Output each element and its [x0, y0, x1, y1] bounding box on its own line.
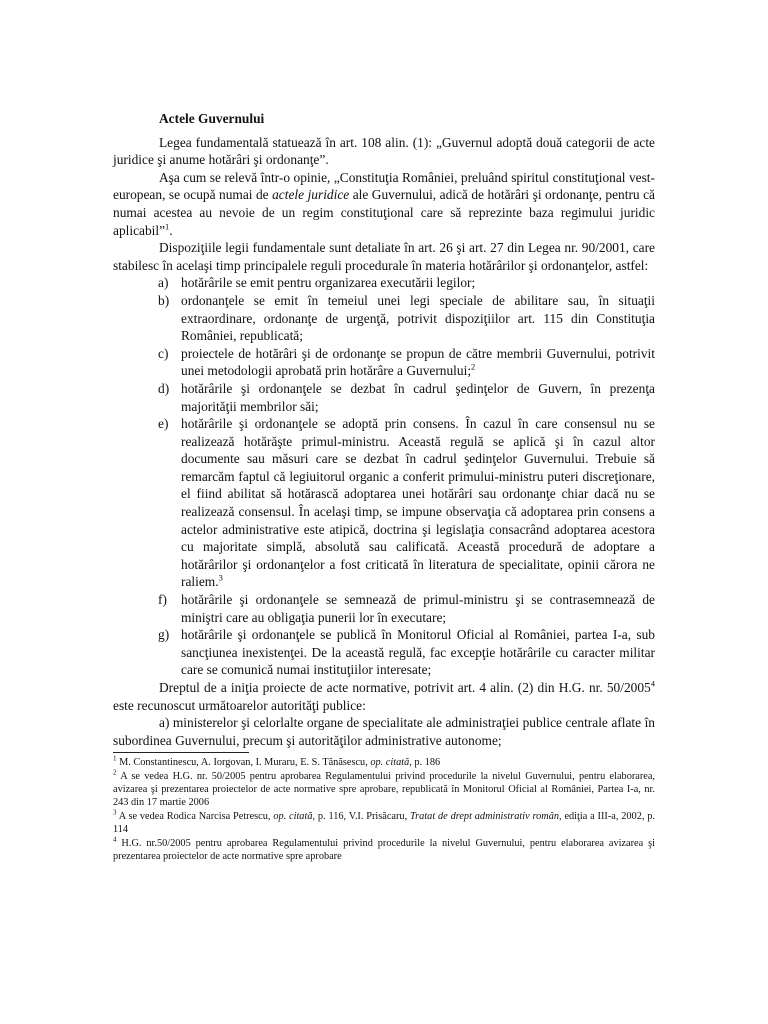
paragraph-ministries: a) ministerelor şi celorlalte organe de specialitate ale administraţiei publice centrale aflate în subordinea Guvernului, precum şi autorităţilor administrative autonome; [113, 715, 655, 748]
list-item: d) hotărârile şi ordonanţele se dezbat în cadrul şedinţelor de Guvern, în prezenţa majorităţii membrilor săi; [158, 380, 655, 414]
footnote-ref: 2 [471, 361, 476, 372]
list-item: a) hotărârile se emit pentru organizarea executării legilor; [158, 275, 476, 291]
footnote-1: $^1$ M. Constantinescu, A. Iorgovan, I. Muraru, E. S. Tănăsescu, op. citată, p. 186 [113, 754, 441, 769]
emphasis-text: actele juridice [272, 187, 350, 203]
footnote-ref: 1 [165, 221, 170, 232]
list-item: f) hotărârile şi ordonanţele se semnează de primul-ministru şi se contrasemnează de miniştri care au obligaţia punerii lor în executare; [158, 592, 655, 625]
footnote-ref: 4 [650, 678, 655, 689]
paragraph-constitution-article: Legea fundamentală statuează în art. 108 alin. (1): „Guvernul adoptă două categorii de acte juridice şi anume hotărâri şi ordonanţe”. [113, 134, 655, 168]
footnotes [113, 756, 655, 863]
footnote-3: $^3$ A se vedea Rodica Narcisa Petrescu, op. citată, p. 116, V.I. Prisăcaru, Tratat de drept administrativ român, ediţia a III-a, 2002, p. 114 [113, 808, 655, 836]
list-item: c) proiectele de hotărâri şi de ordonanţe se propun de către membrii Guvernului, potrivit unei metodologii aprobată prin hotărâre a Guvernului;$^2$ [158, 345, 655, 379]
footnote-ref: 3 [218, 572, 223, 583]
footnote-separator [113, 752, 249, 753]
section-heading: Actele Guvernului [159, 111, 265, 126]
list-item: e) hotărârile şi ordonanţele se adoptă prin consens. În cazul în care consensul nu se realizează hotărăşte primul-ministru. Această regulă se aplică şi în cazul altor documente sau măsuri care se dezbat în cadrul şedinţelor Guvernului. Trebuie să remarcăm faptul că legiuitorul organic a conferit primului-ministru puteri discreţionare, el fiind abilitat să hotărască adoptarea unei hotărâri sau ordonanţe chiar dacă nu se realizează consensul. În acelaşi timp, se impune observaţia că adoptarea prin consens a actelor administrative este atipică, doctrina şi legislaţia consacrând adoptarea acestora cu majoritate simplă, absolută sau calificată. Această procedură de adoptare a hotărârilor şi ordonanţelor a fost criticată în literatura de specialitate, opinii cărora ne raliem.$^3$ [158, 416, 655, 590]
page-content [113, 110, 655, 864]
footnote-2: $^2$ A se vedea H.G. nr. 50/2005 pentru aprobarea Regulamentului privind procedurile la nivelul Guvernului, pentru elaborarea, avizarea şi prezentarea proiectelor de acte normative spre aprobare, republicată în Monitorul Oficial al României, Partea I-a, nr. 243 din 17 martie 2006 [113, 768, 655, 809]
footnote-4: $^4$ H.G. nr.50/2005 pentru aprobarea Regulamentului privind procedurile la nivelul Guvernului, pentru elaborarea avizarea şi prezentarea proiectelor de acte normative spre aprobare [113, 835, 655, 863]
list-item: g) hotărârile şi ordonanţele se publică în Monitorul Oficial al României, partea I-a, sub sancţiunea inexistenţei. De la această regulă, fac excepţie hotărârile cu caracter militar care se comunică numai instituţiilor interesate; [158, 627, 655, 678]
procedural-rules-list [113, 274, 655, 679]
paragraph-initiative-right: Dreptul de a iniţia proiecte de acte normative, potrivit art. 4 alin. (2) din H.G. nr. 50/2005$^4$ este recunoscut următoarelor autorităţi publice: [113, 678, 655, 713]
paragraph-opinion: Aşa cum se relevă într-o opinie, „Constituţia României, preluând spiritul constituţional vest-european, se ocupă numai de actele juridice ale Guvernului, adică de hotărâri şi ordonanţe, pentru că numai acestea au nevoie de un regim constituţional care să reprezinte baza regimului juridic aplicabil”$^1$. [113, 169, 655, 238]
list-item: b) ordonanţele se emit în temeiul unei legi speciale de abilitare sau, în situaţii extraordinare, ordonanţe de urgenţă, potrivit dispoziţiilor art. 115 din Constituţia României, republicată; [158, 292, 655, 344]
paragraph-law-provisions: Dispoziţiile legii fundamentale sunt detaliate în art. 26 şi art. 27 din Legea nr. 90/2001, care stabilesc în acelaşi timp principalele reguli procedurale în materia hotărârilor şi ordonanţelor, astfel: [113, 240, 655, 273]
